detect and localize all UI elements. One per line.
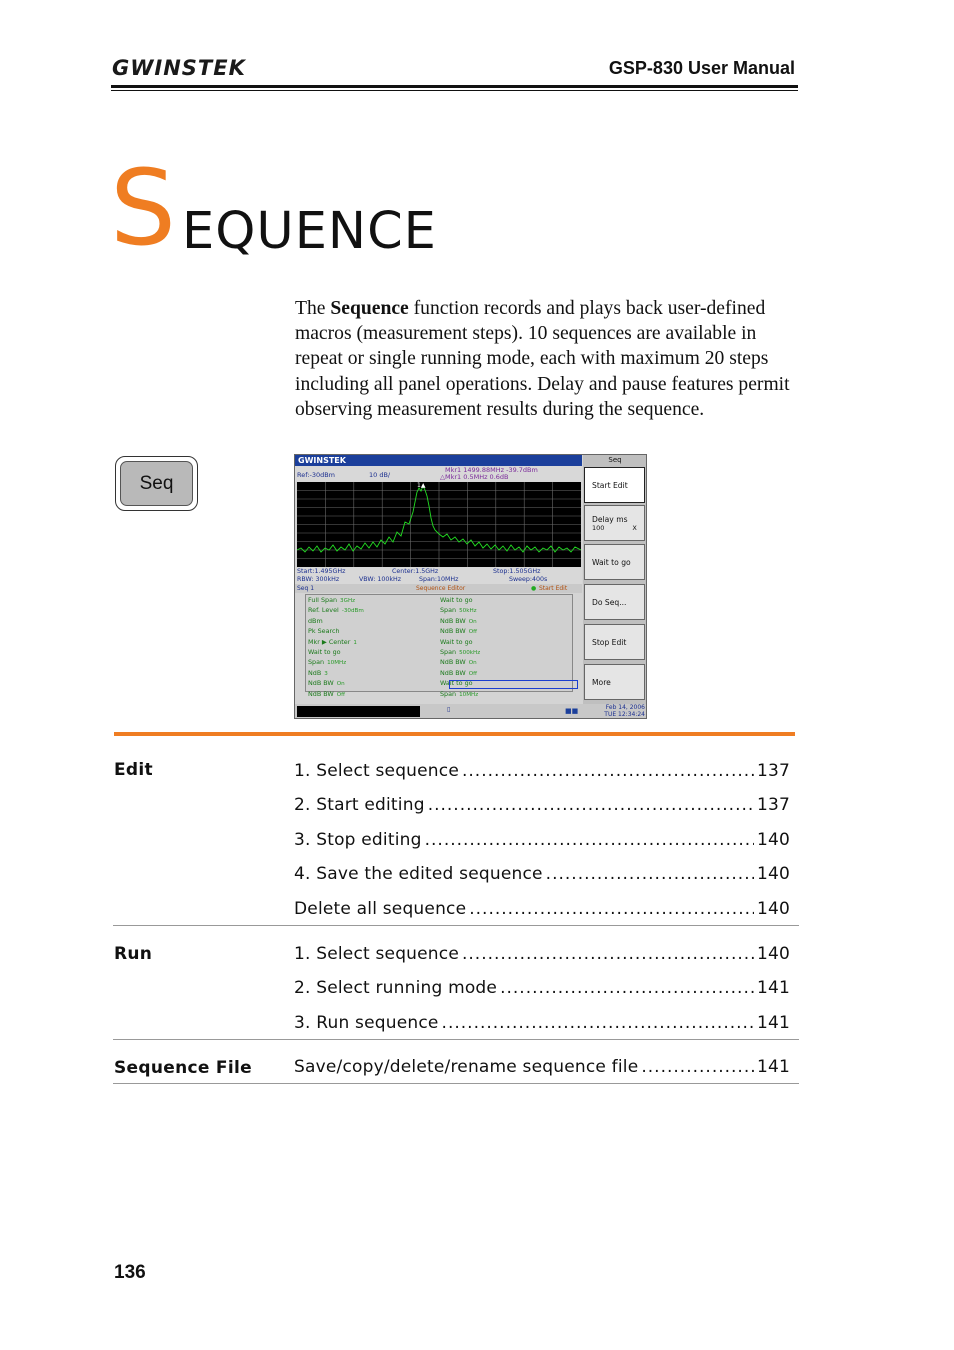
sequence-number: Seq 1 bbox=[297, 585, 315, 592]
sequence-step bbox=[440, 648, 480, 658]
sequence-step-command: NdB BW bbox=[440, 616, 466, 625]
sequence-step-argument: Off bbox=[468, 629, 477, 636]
softkey-wait-label: Wait to go bbox=[592, 557, 631, 567]
screen-datetime bbox=[604, 705, 645, 718]
sequence-step bbox=[440, 617, 480, 627]
screen-marker1: Mkr1 1499.88MHz -39.7dBm bbox=[445, 466, 538, 474]
intro-keyword: Sequence bbox=[330, 298, 409, 319]
sequence-step-command: Span bbox=[440, 606, 457, 615]
marker-glyph: 1▲ bbox=[417, 482, 426, 489]
screen-sweep: Sweep:400s bbox=[509, 576, 548, 583]
sequence-step bbox=[308, 648, 364, 658]
sequence-editor-bar bbox=[295, 584, 582, 593]
softkey-do-seq-label: Do Seq... bbox=[592, 597, 627, 607]
sequence-step bbox=[308, 596, 364, 606]
screen-parameters bbox=[295, 567, 582, 584]
sequence-step bbox=[440, 669, 480, 679]
toc-entry[interactable]: 3. Run sequence ..... 141 bbox=[294, 1013, 790, 1035]
sequence-step-command: NdB BW bbox=[308, 689, 334, 698]
sequence-step-argument: Off bbox=[468, 670, 477, 677]
sequence-step-argument: -30dBm bbox=[341, 608, 364, 615]
sequence-step-list bbox=[305, 594, 573, 698]
chapter-title: EQUENCE bbox=[182, 202, 437, 261]
softkey-start-edit bbox=[584, 467, 645, 503]
toc-entry[interactable]: 2. Start editing ..... 137 bbox=[294, 795, 790, 817]
sequence-step-command: Wait to go bbox=[440, 637, 473, 646]
sequence-cursor bbox=[449, 680, 578, 689]
sequence-step-argument: 1 bbox=[353, 639, 357, 646]
edit-status: Start Edit bbox=[539, 585, 568, 592]
sequence-step-argument: 3GHz bbox=[340, 598, 356, 604]
sequence-step bbox=[440, 627, 480, 637]
screen-span: Span:10MHz bbox=[419, 576, 459, 583]
softkey-panel bbox=[583, 455, 647, 704]
screen-message-area bbox=[297, 706, 420, 717]
toc-entry[interactable]: 1. Select sequence ..... 140 bbox=[294, 944, 790, 966]
sequence-step-command: NdB BW bbox=[308, 679, 334, 688]
spectrum-trace bbox=[297, 482, 581, 567]
softkey-delay bbox=[584, 505, 645, 541]
sequence-column-1 bbox=[308, 596, 364, 700]
sequence-step-argument: On bbox=[336, 681, 345, 688]
chapter-title-initial: S bbox=[110, 147, 177, 269]
toc-entry[interactable]: 2. Select running mode ..... 141 bbox=[294, 978, 790, 1000]
sequence-step bbox=[308, 627, 364, 637]
sequence-step bbox=[440, 638, 480, 648]
screen-time: TUE 12:34:24 bbox=[604, 710, 645, 718]
toc-separator bbox=[113, 925, 799, 926]
sequence-step-argument: On bbox=[468, 618, 477, 625]
screen-ref-level: Ref:-30dBm bbox=[297, 471, 336, 479]
sequence-step-command: Ref. Level bbox=[308, 606, 339, 615]
sequence-step-command: NdB bbox=[308, 668, 322, 677]
screen-center: Center:1.5GHz bbox=[392, 568, 439, 575]
softkey-do-seq bbox=[584, 584, 645, 620]
gwinstek-logo: GWINSTEK bbox=[112, 56, 246, 80]
toc-entry[interactable]: Save/copy/delete/rename sequence file ..... 141 bbox=[294, 1057, 790, 1079]
screen-marker-info bbox=[295, 466, 582, 482]
toc-separator bbox=[113, 1039, 799, 1040]
screen-rbw: RBW: 300kHz bbox=[297, 576, 340, 583]
instrument-screenshot bbox=[294, 454, 647, 719]
toc-separator bbox=[113, 1083, 799, 1084]
header-rule-thin bbox=[111, 90, 798, 91]
softkey-delay-value: 100 X bbox=[592, 523, 637, 532]
sequence-step-argument: 50kHz bbox=[459, 608, 477, 615]
sequence-step bbox=[308, 669, 364, 679]
edit-status-dot-icon: ● bbox=[531, 585, 537, 592]
screen-start: Start:1.495GHz bbox=[297, 568, 346, 575]
screen-storage-icon: ■■ bbox=[565, 707, 579, 715]
toc-entry[interactable]: 3. Stop editing ..... 140 bbox=[294, 830, 790, 852]
section-divider bbox=[114, 732, 795, 736]
sequence-step-command: NdB BW bbox=[440, 658, 466, 667]
intro-paragraph bbox=[295, 296, 800, 422]
sequence-step-command: Span bbox=[440, 689, 457, 698]
sequence-step bbox=[308, 638, 364, 648]
seq-key-icon bbox=[115, 456, 198, 511]
header-rule bbox=[111, 85, 798, 88]
screen-status-bar bbox=[295, 704, 647, 719]
toc-entry[interactable]: 1. Select sequence ..... 137 bbox=[294, 761, 790, 783]
sequence-step bbox=[308, 690, 364, 700]
sequence-step bbox=[440, 606, 480, 616]
sequence-step-command: Full Span bbox=[308, 596, 338, 604]
toc-section-run: Run bbox=[114, 944, 153, 964]
screen-scale: 10 dB/ bbox=[369, 471, 391, 479]
toc-entry[interactable]: 4. Save the edited sequence ..... 140 bbox=[294, 864, 790, 886]
sequence-step-command: Wait to go bbox=[308, 648, 341, 657]
sequence-step-command: NdB BW bbox=[440, 627, 466, 636]
sequence-step bbox=[440, 658, 480, 668]
sequence-step-argument: 500kHz bbox=[459, 650, 481, 657]
softkey-stop-edit-label: Stop Edit bbox=[592, 637, 627, 647]
softkey-menu-title: Seq bbox=[608, 456, 622, 464]
sequence-step-command: Span bbox=[308, 658, 325, 667]
sequence-step bbox=[308, 679, 364, 689]
screen-logo: GWINSTEK bbox=[298, 456, 346, 465]
softkey-more bbox=[584, 664, 645, 700]
spectrum-plot bbox=[297, 482, 581, 567]
sequence-step-command: Wait to go bbox=[440, 596, 473, 604]
sequence-editor-title: Sequence Editor bbox=[416, 585, 466, 592]
toc-section-edit: Edit bbox=[114, 760, 153, 780]
softkey-wait-to-go bbox=[584, 544, 645, 580]
sequence-step bbox=[308, 617, 364, 627]
sequence-step-command: Mkr ▶ Center bbox=[308, 637, 351, 646]
screen-title-bar bbox=[295, 455, 582, 466]
seq-key-label: Seq bbox=[120, 461, 193, 506]
sequence-step-argument: 10MHz bbox=[459, 691, 479, 698]
sequence-step-argument: 10MHz bbox=[327, 660, 347, 667]
screen-stop: Stop:1.505GHz bbox=[493, 568, 541, 575]
sequence-step-command: Span bbox=[440, 648, 457, 657]
manual-title: GSP-830 User Manual bbox=[608, 58, 795, 78]
softkey-start-edit-label: Start Edit bbox=[592, 480, 628, 490]
screen-vbw: VBW: 100kHz bbox=[359, 576, 402, 583]
softkey-stop-edit bbox=[584, 624, 645, 660]
sequence-step bbox=[440, 690, 480, 700]
intro-text-after: function records and plays back user-defined macros (measurement steps). 10 sequences are available in repeat or single running mode, each with maximum 20 steps including all panel operations. Delay and pause features permit observing measurement results during the sequence. bbox=[295, 298, 790, 420]
toc-entry[interactable]: Delete all sequence ..... 140 bbox=[294, 899, 790, 921]
intro-text-before: The bbox=[295, 298, 331, 319]
sequence-step-command: Pk Search bbox=[308, 627, 340, 636]
screen-delta-marker1: △Mkr1 0.5MHz 0.6dB bbox=[440, 473, 509, 481]
sequence-step-argument: On bbox=[468, 660, 477, 667]
screen-date: Feb 14, 2006 bbox=[605, 704, 645, 711]
toc-section-sequence-file: Sequence File bbox=[114, 1058, 252, 1078]
sequence-step-argument: Off bbox=[336, 691, 345, 698]
page-number: 136 bbox=[114, 1262, 146, 1283]
sequence-step bbox=[308, 606, 364, 616]
sequence-step bbox=[308, 658, 364, 668]
softkey-more-label: More bbox=[592, 677, 611, 687]
softkey-delay-label: Delay ms bbox=[592, 514, 628, 524]
sequence-step bbox=[440, 596, 480, 606]
sequence-step-command: Wait to go bbox=[440, 679, 473, 688]
sequence-step-command: dBm bbox=[308, 616, 323, 625]
sequence-step-argument: 3 bbox=[324, 670, 328, 677]
screen-status-icon: ▯ bbox=[447, 706, 451, 713]
sequence-step-command: NdB BW bbox=[440, 668, 466, 677]
